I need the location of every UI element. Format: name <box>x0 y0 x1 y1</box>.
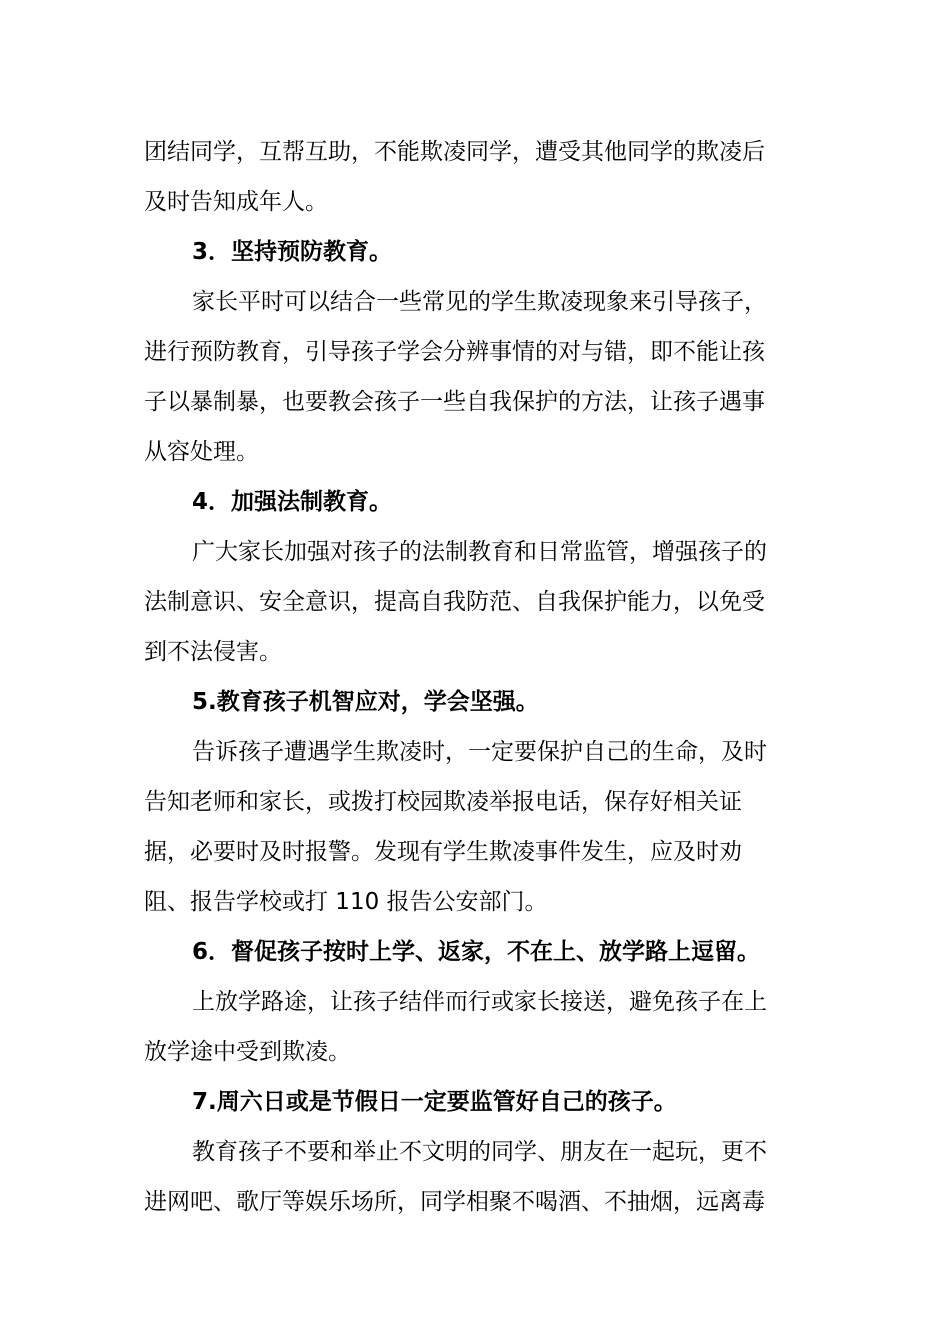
paragraph-line: 放学途中受到欺凌。 <box>144 1039 351 1065</box>
section-heading: 6．督促孩子按时上学、返家，不在上、放学路上逗留。 <box>192 939 761 965</box>
paragraph-line: 阻、报告学校或打 110 报告公安部门。 <box>144 889 548 915</box>
paragraph-line: 家长平时可以结合一些常见的学生欺凌现象来引导孩子， <box>192 289 767 315</box>
document-body <box>144 127 794 1227</box>
paragraph-line: 告知老师和家长，或拨打校园欺凌举报电话，保存好相关证 <box>144 789 742 815</box>
paragraph-line: 教育孩子不要和举止不文明的同学、朋友在一起玩，更不 <box>192 1139 767 1165</box>
paragraph-line: 团结同学，互帮互助，不能欺凌同学，遭受其他同学的欺凌后 <box>144 139 765 165</box>
paragraph-line: 子以暴制暴，也要教会孩子一些自我保护的方法，让孩子遇事 <box>144 389 765 415</box>
paragraph-line: 据，必要时及时报警。发现有学生欺凌事件发生，应及时劝 <box>144 839 742 865</box>
paragraph-line: 到不法侵害。 <box>144 639 282 665</box>
paragraph-line: 告诉孩子遭遇学生欺凌时，一定要保护自己的生命，及时 <box>192 739 767 765</box>
paragraph-line: 上放学路途，让孩子结伴而行或家长接送，避免孩子在上 <box>192 989 767 1015</box>
section-heading: 7.周六日或是节假日一定要监管好自己的孩子。 <box>192 1089 677 1115</box>
section-heading: 3．坚持预防教育。 <box>192 239 393 265</box>
paragraph-line: 进网吧、歌厅等娱乐场所，同学相聚不喝酒、不抽烟，远离毒 <box>144 1189 765 1215</box>
section-heading: 4．加强法制教育。 <box>192 489 393 515</box>
paragraph-line: 进行预防教育，引导孩子学会分辨事情的对与错，即不能让孩 <box>144 339 765 365</box>
paragraph-line: 及时告知成年人。 <box>144 189 328 215</box>
paragraph-line: 广大家长加强对孩子的法制教育和日常监管，增强孩子的 <box>192 539 767 565</box>
paragraph-line: 从容处理。 <box>144 439 259 465</box>
paragraph-line: 法制意识、安全意识，提高自我防范、自我保护能力，以免受 <box>144 589 765 615</box>
section-heading: 5.教育孩子机智应对，学会坚强。 <box>192 689 539 715</box>
